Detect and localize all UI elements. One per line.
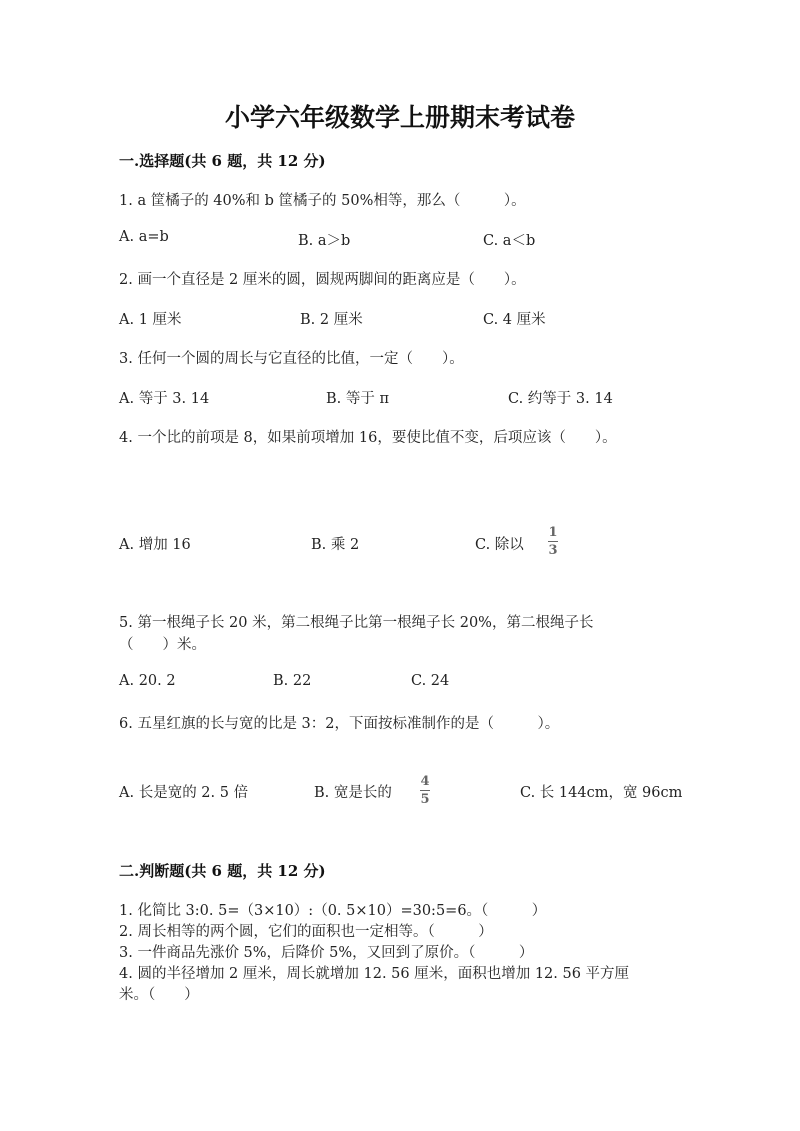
fraction-denominator: 5 xyxy=(420,792,430,807)
q2-option-a: A. 1 厘米 xyxy=(119,312,182,328)
fraction-numerator: 4 xyxy=(420,774,430,789)
section-heading-judgement: 二.判断题(共 6 题，共 12 分) xyxy=(119,862,326,880)
q6-fraction xyxy=(420,775,430,806)
q6-option-a: A. 长是宽的 2. 5 倍 xyxy=(119,785,249,801)
question-5-line-2: （ ）米。 xyxy=(119,637,206,653)
q5-option-c: C. 24 xyxy=(411,673,450,689)
q1-option-c: C. a＜b xyxy=(483,233,536,249)
judgement-item-3: 3. 一件商品先涨价 5%，后降价 5%，又回到了原价。（ ） xyxy=(119,945,534,961)
q2-option-b: B. 2 厘米 xyxy=(300,312,363,328)
section-heading-choice: 一.选择题(共 6 题，共 12 分) xyxy=(119,152,326,170)
judgement-item-2: 2. 周长相等的两个圆，它们的面积也一定相等。（ ） xyxy=(119,924,493,940)
question-6: 6. 五星红旗的长与宽的比是 3：2，下面按标准制作的是（ ）。 xyxy=(119,716,560,732)
fraction-denominator: 3 xyxy=(548,543,558,558)
q4-fraction xyxy=(548,526,558,557)
question-3: 3. 任何一个圆的周长与它直径的比值，一定（ ）。 xyxy=(119,351,464,367)
q3-option-b: B. 等于 π xyxy=(326,391,390,407)
q4-option-c: C. 除以 xyxy=(475,537,524,553)
q3-option-c: C. 约等于 3. 14 xyxy=(508,391,613,407)
judgement-item-4-continued: 米。（ ） xyxy=(119,987,199,1003)
fraction-bar xyxy=(548,541,558,542)
q6-option-b: B. 宽是长的 xyxy=(314,785,392,801)
q5-option-a: A. 20. 2 xyxy=(119,673,176,689)
question-4: 4. 一个比的前项是 8，如果前项增加 16，要使比值不变，后项应该（ ）。 xyxy=(119,430,617,446)
judgement-item-1: 1. 化简比 3:0. 5=（3×10）:（0. 5×10）=30:5=6。（ ） xyxy=(119,903,547,919)
page-title: 小学六年级数学上册期末考试卷 xyxy=(224,103,575,132)
q3-option-a: A. 等于 3. 14 xyxy=(119,391,210,407)
fraction-bar xyxy=(420,790,430,791)
question-5-line-1: 5. 第一根绳子长 20 米，第二根绳子比第一根绳子长 20%，第二根绳子长 xyxy=(119,615,594,631)
q1-option-b: B. a＞b xyxy=(298,233,351,249)
question-2: 2. 画一个直径是 2 厘米的圆，圆规两脚间的距离应是（ ）。 xyxy=(119,272,526,288)
q6-option-c: C. 长 144cm，宽 96cm xyxy=(520,785,683,801)
q4-option-b: B. 乘 2 xyxy=(311,537,360,553)
q2-option-c: C. 4 厘米 xyxy=(483,312,546,328)
judgement-item-4: 4. 圆的半径增加 2 厘米，周长就增加 12. 56 厘米，面积也增加 12. 56 平方厘 xyxy=(119,966,630,982)
q4-option-a: A. 增加 16 xyxy=(119,537,191,553)
question-1: 1. a 筐橘子的 40%和 b 筐橘子的 50%相等，那么（ ）。 xyxy=(119,193,526,209)
fraction-numerator: 1 xyxy=(548,525,558,540)
q5-option-b: B. 22 xyxy=(273,673,312,689)
q1-option-a: A. a=b xyxy=(119,229,169,245)
